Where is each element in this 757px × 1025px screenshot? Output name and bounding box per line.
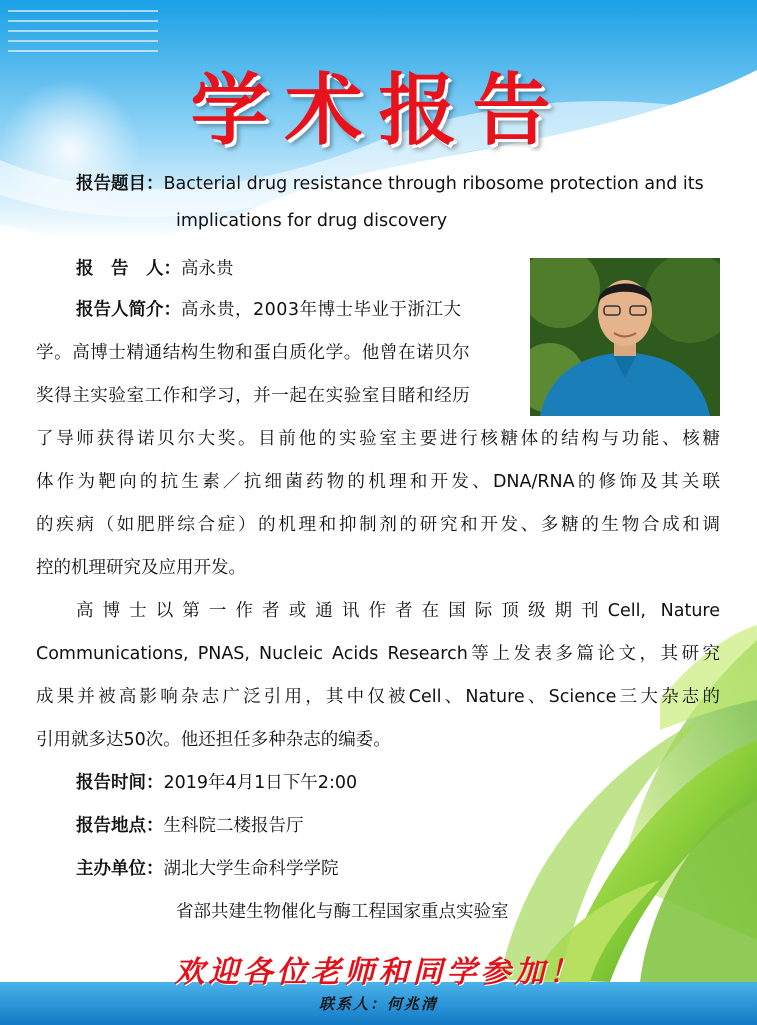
contact-person: 联系人：何兆清 bbox=[318, 995, 438, 1013]
bio-text-4: 了导师获得诺贝尔大奖。目前他的实验室主要进行核糖体的结构与功能、核糖 bbox=[36, 429, 720, 449]
topic-label: 报告题目： bbox=[76, 174, 164, 194]
welcome-message: 欢迎各位老师和同学参加！ bbox=[174, 955, 583, 990]
speaker-photo bbox=[530, 258, 720, 416]
host-value-1: 湖北大学生命科学学院 bbox=[163, 859, 339, 879]
poster-title: 学术报告 bbox=[190, 65, 567, 156]
topic-line1 bbox=[76, 170, 704, 195]
host-line bbox=[76, 855, 339, 880]
bio-label: 报告人简介： bbox=[76, 300, 181, 320]
place-value: 生科院二楼报告厅 bbox=[163, 816, 304, 836]
bio-text-1: 高永贵，2003年博士毕业于浙江大 bbox=[181, 300, 462, 320]
time-label: 报告时间： bbox=[76, 773, 164, 793]
speaker-label: 报 告 人： bbox=[76, 259, 181, 279]
speaker-name: 高永贵 bbox=[181, 259, 234, 279]
bio-line1 bbox=[76, 296, 520, 321]
time-value: 2019年4月1日下午2:00 bbox=[163, 773, 358, 793]
bio-text-2: 学。高博士精通结构生物和蛋白质化学。他曾在诺贝尔 bbox=[36, 343, 471, 363]
bio-text-6: 的疾病（如肥胖综合症）的机理和抑制剂的研究和开发、多糖的生物合成和调 bbox=[36, 515, 720, 535]
speaker-line bbox=[76, 255, 234, 280]
topic-text-1: Bacterial drug resistance through ribosome protection and its bbox=[163, 174, 704, 194]
research-text-3: 成果并被高影响杂志广泛引用，其中仅被Cell、Nature、Science三大杂志的 bbox=[36, 687, 720, 707]
topic-text-2: implications for drug discovery bbox=[176, 211, 448, 231]
research-text-2: Communications, PNAS, Nucleic Acids Research等上发表多篇论文，其研究 bbox=[36, 644, 720, 664]
place-line bbox=[76, 812, 304, 837]
place-label: 报告地点： bbox=[76, 816, 164, 836]
bio-text-7: 控的机理研究及应用开发。 bbox=[36, 558, 246, 578]
bio-text-5: 体作为靶向的抗生素／抗细菌药物的机理和开发、DNA/RNA的修饰及其关联 bbox=[36, 472, 720, 492]
research-text-4: 引用就多达50次。他还担任多种杂志的编委。 bbox=[36, 730, 391, 750]
research-text-1: 高博士以第一作者或通讯作者在国际顶级期刊Cell, Nature bbox=[76, 601, 720, 621]
time-line bbox=[76, 769, 357, 794]
host-value-2: 省部共建生物催化与酶工程国家重点实验室 bbox=[176, 902, 509, 922]
host-label: 主办单位： bbox=[76, 859, 164, 879]
bio-text-3: 奖得主实验室工作和学习，并一起在实验室目睹和经历 bbox=[36, 386, 471, 406]
